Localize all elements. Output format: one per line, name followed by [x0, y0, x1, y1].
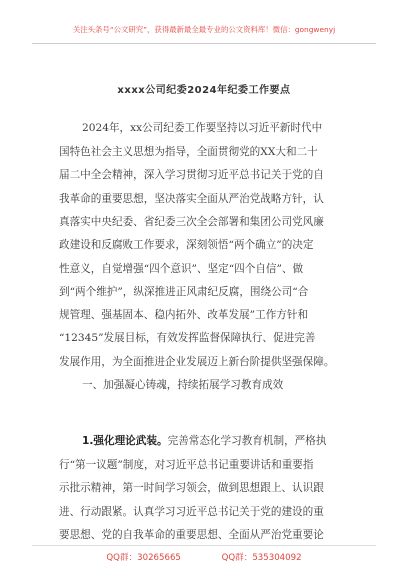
subsection-line: 示批示精神，第一时间学习领会，做到思想跟上、认识跟 [59, 482, 324, 494]
intro-line: 性意义，自觉增强“四个意识”、坚定“四个自信”、做 [59, 263, 304, 275]
intro-line: 政建设和反腐败工作要求，深刻领悟“两个确立”的决定 [59, 239, 314, 251]
subsection-lead: 1.强化理论武装。 [82, 435, 168, 447]
intro-line: 规管理、强基固本、稳内拓外、改革发展”工作方针和 [59, 309, 309, 321]
footer-divider [32, 545, 376, 546]
intro-line: “12345”发展目标，有效发挥监督保障执行、促进完善 [59, 332, 316, 344]
intro-line: 我革命的重要思想，坚决落实全面从严治党战略方针，认 [59, 193, 324, 205]
subsection-line: 行“第一议题”制度，对习近平总书记重要讲话和重要指 [59, 459, 314, 471]
header-divider [32, 43, 376, 44]
intro-line: 到“两个维护”，纵深推进正风肃纪反腐，围绕公司“合 [59, 286, 309, 298]
intro-line: 国特色社会主义思想为指导，全面贯彻党的XX大和二十 [59, 146, 318, 158]
footer-qq-group-2: QQ群：535304092 [221, 553, 302, 563]
subsection-line: 要思想、党的自我革命的重要思想、全面从严治党重要论 [59, 529, 324, 541]
section-heading: 一、加强凝心铸魂，持续拓展学习教育成效 [82, 379, 284, 391]
subsection-first-line-text: 完善常态化学习教育机制，严格执 [167, 435, 327, 447]
footer-contacts [0, 551, 408, 563]
subsection-first-line [82, 434, 326, 448]
intro-line: 发展作用，为全面推进企业发展迈上新台阶提供坚强保障。 [59, 356, 335, 368]
footer-qq-group-1: QQ群：30265665 [106, 553, 181, 563]
intro-line: 2024年，xx公司纪委工作要坚持以习近平新时代中 [82, 122, 323, 134]
intro-line: 真落实中央纪委、省纪委三次全会部署和集团公司党风廉 [59, 216, 324, 228]
document-title: xxxx公司纪委2024年纪委工作要点 [117, 85, 291, 96]
subsection-line: 进、行动跟紧。认真学习习近平总书记关于党的建设的重 [59, 506, 324, 518]
intro-line: 届二中全会精神，深入学习贯彻习近平总书记关于党的自 [59, 169, 324, 181]
header-banner: 关注头条号“公文研究”，获得最新最全最专业的公文资料库！微信：gongwenyj [72, 25, 336, 34]
